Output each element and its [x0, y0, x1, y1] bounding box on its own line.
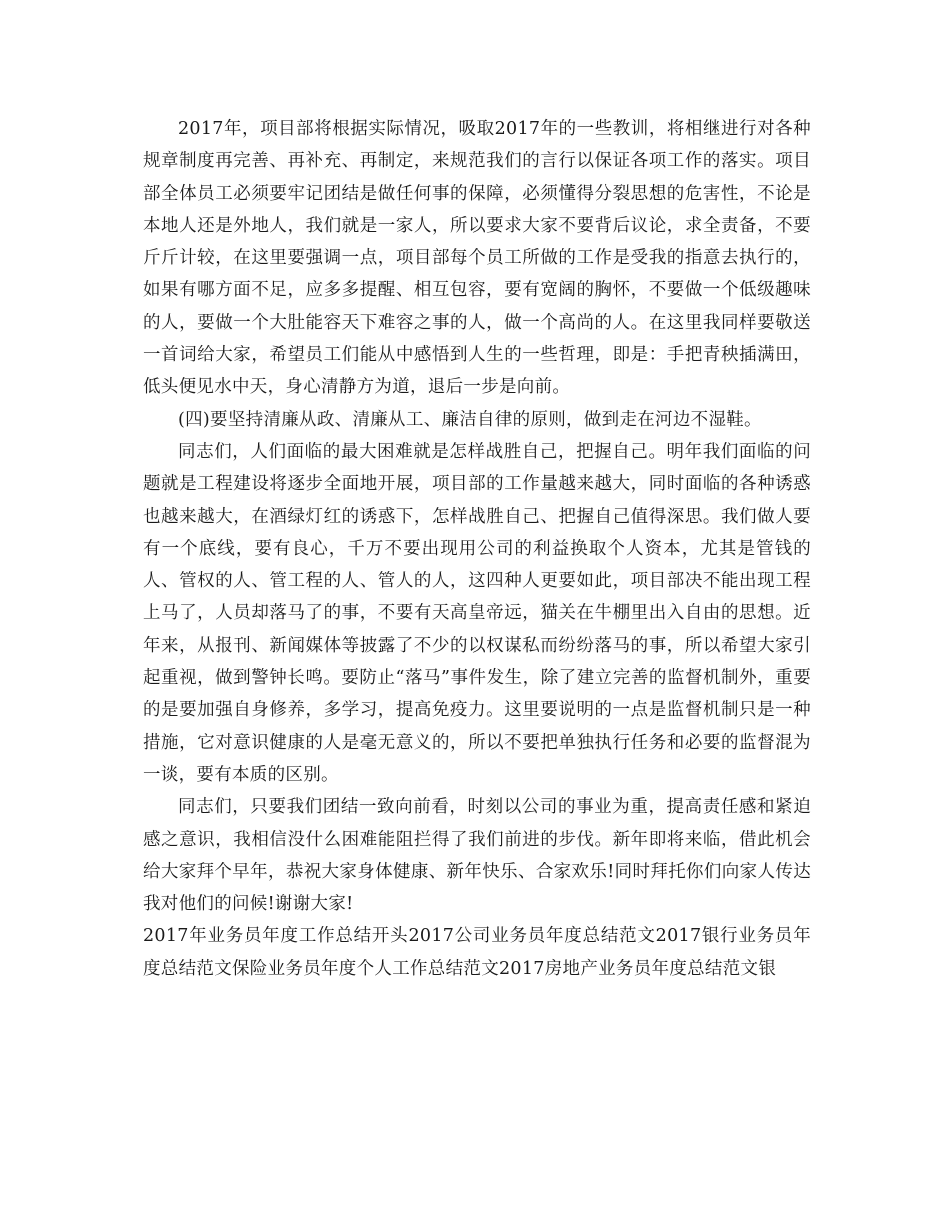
paragraph-integrity-principle: (四)要坚持清廉从政、清廉从工、廉洁自律的原则，做到走在河边不湿鞋。 — [178, 409, 762, 430]
document-page — [143, 113, 811, 985]
related-links-text: 2017年业务员年度工作总结开头2017公司业务员年度总结范文2017银行业务员年度总结范文保险业务员年度个人工作总结范文2017房地产业务员年度总结范文银 — [143, 926, 811, 979]
paragraph-self-discipline: 同志们，人们面临的最大困难就是怎样战胜自己，把握自己。明年我们面临的问题就是工程建设将逐步全面地开展，项目部的工作量越来越大，同时面临的各种诱惑也越来越大，在酒绿灯红的诱惑下，怎样战胜自己、把握自己值得深思。我们做人要有一个底线，要有良心，千万不要出现用公司的利益换取个人资本，尤其是管钱的人、管权的人、管工程的人、管人的人，这四种人更要如此，项目部决不能出现工程上马了，人员却落马了的事，不要有天高皇帝远，猫关在牛棚里出入自由的思想。近年来，从报刊、新闻媒体等披露了不少的以权谋私而纷纷落马的事，所以希望大家引起重视，做到警钟长鸣。要防止“落马”事件发生，除了建立完善的监督机制外，重要的是要加强自身修养，多学习，提高免疫力。这里要说明的一点是监督机制只是一种措施，它对意识健康的人是毫无意义的，所以不要把单独执行任务和必要的监督混为一谈，要有本质的区别。 — [143, 441, 811, 785]
paragraph-rules-and-unity: 2017年，项目部将根据实际情况，吸取2017年的一些教训，将相继进行对各种规章制度再完善、再补充、再制定，来规范我们的言行以保证各项工作的落实。项目部全体员工必须要牢记团结是做任何事的保障，必须懂得分裂思想的危害性，不论是本地人还是外地人，我们就是一家人，所以要求大家不要背后议论，求全责备，不要斤斤计较，在这里要强调一点，项目部每个员工所做的工作是受我的指意去执行的，如果有哪方面不足，应多多提醒、相互包容，要有宽阔的胸怀，不要做一个低级趣味的人，要做一个大肚能容天下难容之事的人，做一个高尚的人。在这里我同样要敬送一首词给大家，希望员工们能从中感悟到人生的一些哲理，即是：手把青秧插满田，低头便见水中天，身心清静方为道，退后一步是向前。 — [143, 119, 811, 398]
paragraph-closing-greeting: 同志们，只要我们团结一致向前看，时刻以公司的事业为重，提高责任感和紧迫感之意识，我相信没什么困难能阻拦得了我们前进的步伐。新年即将来临，借此机会给大家拜个早年，恭祝大家身体健康、新年快乐、合家欢乐!同时拜托你们向家人传达我对他们的问候!谢谢大家! — [143, 797, 811, 915]
